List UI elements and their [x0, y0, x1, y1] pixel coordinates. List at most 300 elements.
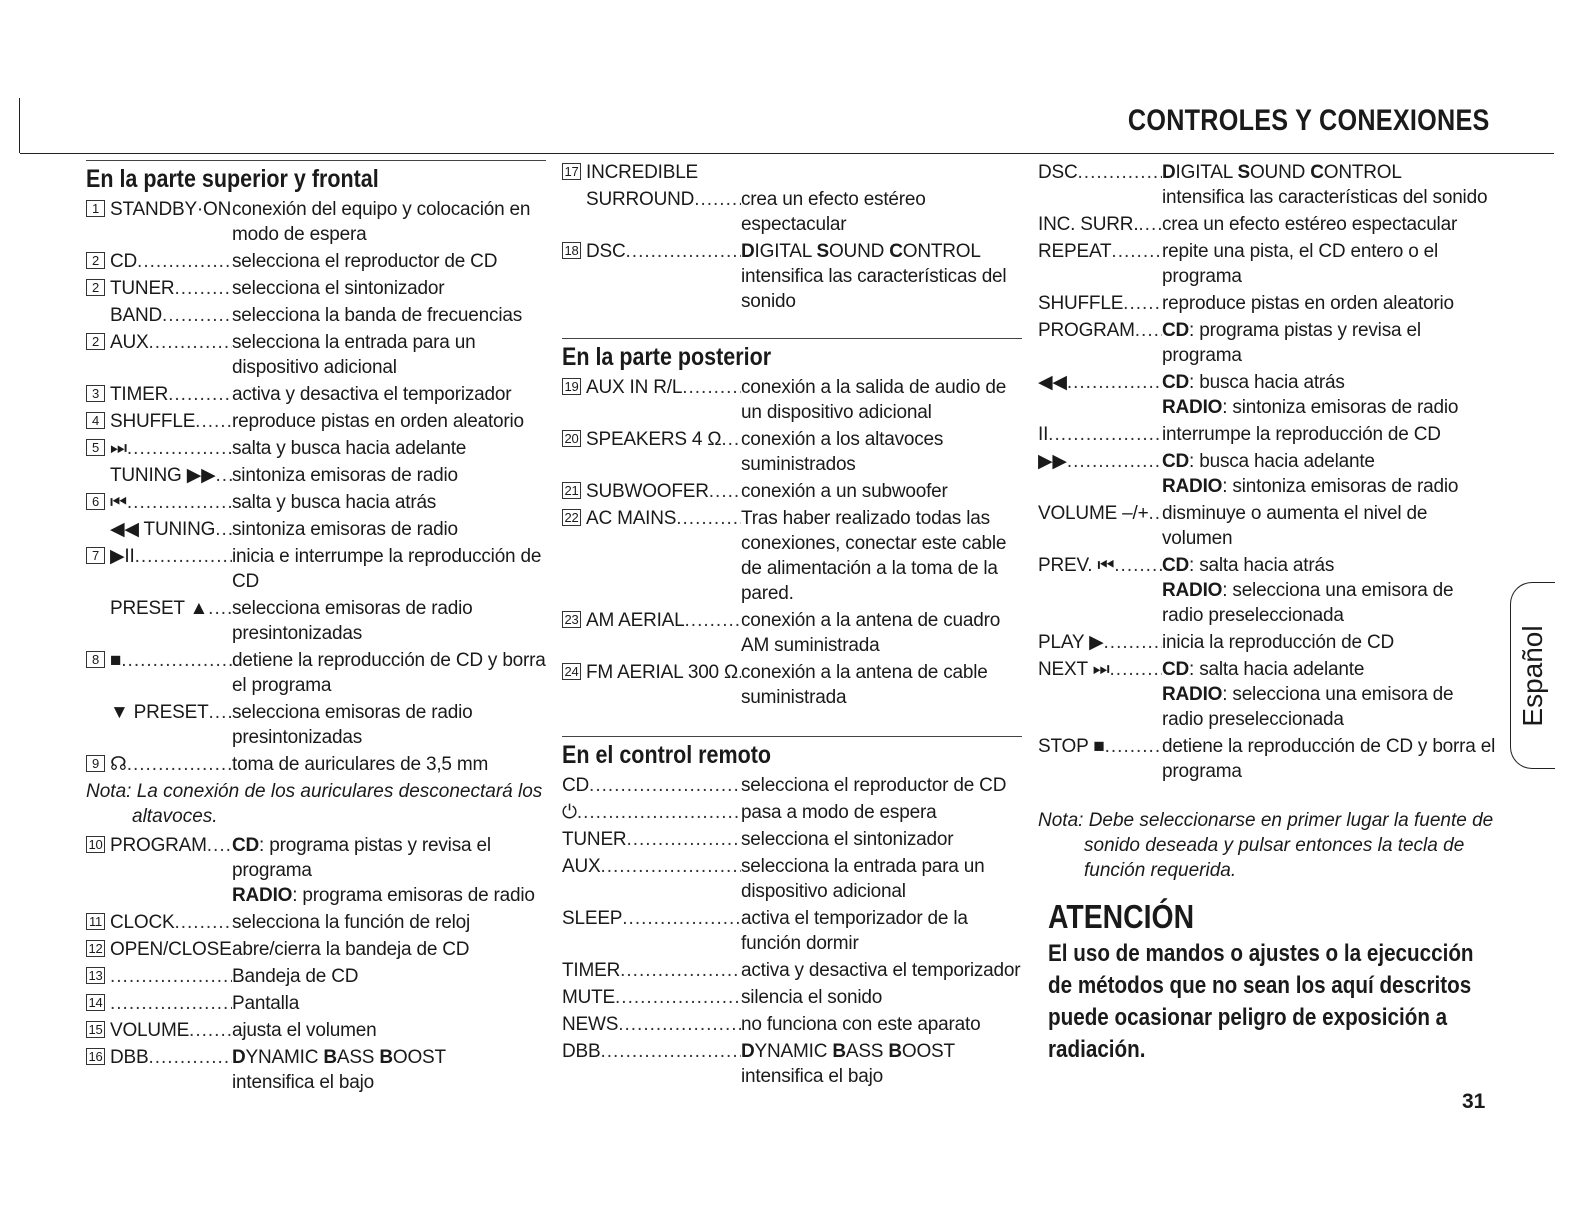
entry-key	[1038, 734, 1162, 784]
rear-list	[562, 375, 1022, 710]
entry-key	[86, 517, 232, 542]
control-entry	[86, 249, 546, 274]
entry-label	[562, 827, 626, 852]
entry-label	[562, 958, 620, 983]
entry-description	[1162, 449, 1498, 499]
entry-description	[232, 833, 546, 908]
entry-description: selecciona el sintonizador	[232, 278, 445, 299]
control-entry-heading	[562, 160, 1022, 185]
entry-key-text: VOLUME	[110, 1020, 190, 1041]
control-entry	[562, 827, 1022, 852]
entry-label	[1038, 734, 1105, 784]
leader-dots	[626, 827, 741, 852]
entry-description: salta y busca hacia adelante	[232, 438, 467, 459]
entry-description: abre/cierra la bandeja de CD	[232, 939, 470, 960]
entry-description: reproduce pistas en orden aleatorio	[232, 411, 524, 432]
control-entry	[86, 700, 546, 750]
language-tab	[1510, 582, 1555, 769]
entry-key	[562, 427, 741, 477]
text-run: : busca hacia atrás	[1189, 372, 1345, 393]
entry-label	[86, 1018, 189, 1043]
entry-label	[86, 490, 127, 515]
entry-description: selecciona el reproductor de CD	[741, 775, 1007, 796]
entry-label	[562, 160, 698, 185]
entry-description: conexión a la antena de cuadro AM suministrada	[741, 610, 1001, 656]
control-entry	[1038, 553, 1498, 628]
item-number-badge: 2	[86, 333, 105, 350]
leader-dots	[685, 608, 741, 658]
text-run: YNAMIC	[754, 1041, 833, 1062]
leader-dots	[682, 375, 741, 425]
control-entry	[562, 958, 1022, 983]
entry-key-text: FM AERIAL 300 Ω	[586, 662, 739, 683]
entry-key-text: MUTE	[562, 987, 616, 1008]
bold-term: CD	[1162, 320, 1190, 341]
entry-key-text: CD	[110, 251, 138, 272]
language-label: Español	[1517, 624, 1548, 727]
entry-description: sintoniza emisoras de radio	[232, 465, 458, 486]
entry-description: activa el temporizador de la función dormir	[741, 908, 968, 954]
entry-label	[562, 506, 676, 606]
leader-dots	[709, 479, 741, 504]
leader-dots	[694, 187, 741, 237]
control-entry	[86, 409, 546, 434]
control-entry	[86, 330, 546, 380]
entry-label	[562, 375, 682, 425]
entry-description	[1162, 553, 1498, 628]
item-number-badge: 20	[562, 430, 581, 447]
leader-dots	[721, 427, 741, 477]
entry-label	[1038, 501, 1148, 551]
control-entry	[86, 490, 546, 515]
entry-key-text: ▶▶	[1038, 451, 1067, 472]
control-entry	[562, 1039, 1022, 1089]
entry-description	[1162, 318, 1498, 368]
entry-label	[562, 773, 589, 798]
entry-key	[562, 187, 741, 237]
entry-key	[562, 1012, 741, 1037]
text-run: OUND	[1249, 162, 1311, 183]
control-entry	[562, 608, 1022, 658]
entry-description: selecciona la entrada para un dispositivo adicional	[232, 332, 476, 378]
control-entry	[562, 660, 1022, 710]
leader-dots	[127, 490, 232, 515]
entry-key-text: SHUFFLE	[1038, 293, 1124, 314]
section-rule	[562, 338, 1022, 339]
header-rule	[20, 153, 1554, 154]
entry-key-text: PREV. ⏮	[1038, 555, 1115, 576]
leader-dots	[676, 506, 741, 606]
text-run: : salta hacia adelante	[1189, 659, 1365, 680]
entry-label	[562, 608, 685, 658]
entry-description	[1162, 657, 1498, 732]
item-number-badge: 1	[86, 200, 105, 217]
leader-dots	[162, 303, 232, 328]
entry-key-text: REPEAT	[1038, 241, 1112, 262]
entry-key-text: AUX	[562, 856, 601, 877]
entry-key-text: INCREDIBLE	[586, 162, 699, 183]
entry-description-line	[1162, 578, 1498, 628]
entry-description: crea un efecto estéreo espectacular	[1162, 214, 1458, 235]
entry-key-text: NEXT ⏭	[1038, 659, 1110, 680]
entry-key	[86, 330, 232, 380]
remote-list-continued	[1038, 160, 1498, 784]
leader-dots	[216, 463, 232, 488]
control-entry	[86, 910, 546, 935]
bold-term: CD	[1162, 555, 1190, 576]
entry-description: Bandeja de CD	[232, 966, 359, 987]
entry-description: inicia e interrumpe la reproducción de CD	[232, 546, 542, 592]
entry-description: detiene la reproducción de CD y borra el programa	[1162, 736, 1496, 782]
entry-label	[86, 833, 207, 908]
entry-key	[86, 303, 232, 328]
entry-key-text: AUX IN R/L	[586, 377, 683, 398]
entry-key-text: ⏮	[110, 492, 127, 513]
item-number-badge: 9	[86, 755, 105, 772]
bold-term: CD	[232, 835, 260, 856]
leader-dots	[620, 958, 741, 983]
column-top-front	[86, 160, 546, 1097]
entry-key	[562, 906, 741, 956]
entry-label	[86, 303, 162, 328]
leader-dots	[1123, 291, 1162, 316]
entry-key-text: CLOCK	[110, 912, 175, 933]
entry-key	[86, 910, 232, 935]
entry-key-text: ☊	[110, 754, 127, 775]
control-entry	[1038, 630, 1498, 655]
entry-description: sintoniza emisoras de radio	[232, 519, 458, 540]
entry-key	[1038, 630, 1162, 655]
control-entry	[86, 436, 546, 461]
item-number-badge: 3	[86, 385, 105, 402]
entry-label	[562, 1039, 600, 1089]
item-number-badge: 19	[562, 378, 581, 395]
control-entry	[86, 463, 546, 488]
entry-description-line: intensifica el bajo	[741, 1066, 883, 1087]
leader-dots	[1067, 370, 1162, 420]
item-number-badge: 8	[86, 651, 105, 668]
leader-dots	[209, 700, 232, 750]
control-entry	[562, 506, 1022, 606]
entry-label	[86, 544, 135, 594]
control-entry	[86, 752, 546, 777]
entry-description-line	[232, 1045, 546, 1070]
entry-key-text: STOP ■	[1038, 736, 1105, 757]
section-title-top-front: En la parte superior y frontal	[86, 165, 379, 193]
entry-description	[741, 1039, 1022, 1089]
entry-label	[562, 1012, 618, 1037]
item-number-badge: 11	[86, 913, 105, 930]
entry-label	[1038, 318, 1135, 368]
leader-dots	[121, 648, 232, 698]
entry-description	[1162, 370, 1498, 420]
column-remote-continued	[1038, 160, 1498, 887]
entry-key	[86, 648, 232, 698]
text-run: IGITAL	[1175, 162, 1238, 183]
entry-key-text: SPEAKERS 4 Ω	[586, 429, 722, 450]
entry-label	[1038, 630, 1104, 655]
entry-key	[86, 700, 232, 750]
entry-label	[562, 187, 694, 237]
entry-description: repite una pista, el CD entero o el programa	[1162, 241, 1439, 287]
section-title-remote: En el control remoto	[562, 741, 772, 769]
text-run: ONTROL	[1323, 162, 1402, 183]
entry-key	[86, 752, 232, 777]
leader-dots	[1067, 449, 1162, 499]
entry-key-text: BAND	[110, 305, 162, 326]
entry-label	[1038, 370, 1067, 420]
entry-description: crea un efecto estéreo espectacular	[741, 189, 926, 235]
entry-key-text: ◀◀	[1038, 372, 1067, 393]
entry-key	[86, 436, 232, 461]
entry-key-text: SUBWOOFER	[586, 481, 709, 502]
entry-label	[1038, 212, 1138, 237]
text-run: : salta hacia atrás	[1189, 555, 1335, 576]
bold-initial: D	[741, 1041, 755, 1062]
entry-label	[86, 937, 232, 962]
entry-label	[1038, 239, 1111, 289]
control-entry	[86, 648, 546, 698]
entry-key-text: ▶II	[110, 546, 135, 567]
entry-label	[86, 436, 127, 461]
entry-key	[86, 937, 232, 962]
leader-dots	[195, 409, 232, 434]
leader-dots	[626, 239, 741, 314]
entry-key	[562, 958, 741, 983]
entry-description-line	[232, 883, 546, 908]
entry-key-text: ◀◀ TUNING	[110, 519, 216, 540]
leader-dots	[1138, 212, 1162, 237]
leader-dots	[127, 752, 232, 777]
leader-dots	[615, 985, 741, 1010]
control-entry	[562, 800, 1022, 825]
entry-description: selecciona emisoras de radio presintonizadas	[232, 598, 473, 644]
leader-dots	[110, 991, 232, 1016]
entry-key	[1038, 291, 1162, 316]
entry-key-text: NEWS	[562, 1014, 619, 1035]
entry-key-text: ■	[110, 650, 122, 671]
headphones-note: Nota: La conexión de los auriculares desconectará los altavoces.	[86, 781, 543, 827]
entry-label	[86, 382, 168, 407]
entry-label	[86, 463, 216, 488]
entry-key-text: SLEEP	[562, 908, 623, 929]
bold-initial: D	[741, 241, 755, 262]
text-run: : selecciona una emisora de radio preseleccionada	[1162, 580, 1454, 626]
control-entry	[86, 833, 546, 908]
bold-initial: C	[1310, 162, 1324, 183]
entry-description: Pantalla	[232, 993, 300, 1014]
text-run: OUND	[828, 241, 890, 262]
entry-key-text: SURROUND	[586, 189, 695, 210]
bold-initial: B	[379, 1047, 393, 1068]
text-run: OOST	[392, 1047, 446, 1068]
entry-description: selecciona el sintonizador	[741, 829, 954, 850]
entry-label	[86, 752, 127, 777]
entry-key	[1038, 449, 1162, 499]
entry-key-text: PROGRAM	[1038, 320, 1135, 341]
entry-label	[86, 517, 215, 542]
leader-dots	[1114, 553, 1162, 628]
entry-key-text: TUNER	[110, 278, 175, 299]
leader-dots	[1048, 422, 1162, 447]
entry-key-text: DBB	[110, 1047, 149, 1068]
entry-key	[86, 197, 232, 247]
control-entry	[86, 937, 546, 962]
item-number-badge: 2	[86, 252, 105, 269]
top-front-list	[86, 197, 546, 777]
control-entry	[86, 991, 546, 1016]
entry-label	[1038, 160, 1078, 210]
warning-body: El uso de mandos o ajustes o la ejecucción de métodos que no sean los aquí descritos puede ocasionar peligro de exposición a radiación.	[1048, 940, 1474, 1063]
entry-label	[562, 906, 622, 956]
entry-key-text: INC. SURR.	[1038, 214, 1139, 235]
item-number-badge: 7	[86, 547, 105, 564]
entry-label	[86, 991, 110, 1016]
entry-label	[86, 197, 231, 247]
entry-description	[1162, 160, 1498, 210]
entry-key-text: DSC	[1038, 162, 1078, 183]
control-entry	[1038, 212, 1498, 237]
leader-dots	[1135, 318, 1162, 368]
entry-description-line	[741, 1039, 1022, 1064]
entry-key	[1038, 422, 1162, 447]
entry-description: no funciona con este aparato	[741, 1014, 981, 1035]
entry-key	[562, 854, 741, 904]
leader-dots	[1078, 160, 1162, 210]
text-run: : busca hacia adelante	[1189, 451, 1375, 472]
leader-dots	[137, 249, 232, 274]
bold-term: RADIO	[1162, 476, 1223, 497]
control-entry	[562, 479, 1022, 504]
leader-dots	[168, 382, 232, 407]
control-entry	[1038, 422, 1498, 447]
entry-key-text: DBB	[562, 1041, 601, 1062]
entry-description-line	[1162, 474, 1498, 499]
entry-description: selecciona la entrada para un dispositivo adicional	[741, 856, 985, 902]
entry-key	[562, 660, 741, 710]
entry-label	[562, 660, 738, 710]
entry-label	[1038, 449, 1067, 499]
bold-term: RADIO	[232, 885, 293, 906]
leader-dots	[127, 436, 232, 461]
entry-description-line	[1162, 318, 1498, 368]
text-run: ASS	[336, 1047, 380, 1068]
entry-key-text: OPEN/CLOSE	[110, 939, 232, 960]
entry-description-line	[1162, 395, 1498, 420]
entry-label	[86, 910, 174, 935]
entry-key	[86, 409, 232, 434]
leader-dots	[207, 833, 232, 908]
page-number: 31	[1462, 1090, 1486, 1113]
text-run: : programa pistas y revisa el programa	[232, 835, 491, 881]
entry-key	[562, 375, 741, 425]
control-entry	[1038, 501, 1498, 551]
control-entry	[562, 239, 1022, 314]
entry-key	[86, 1045, 232, 1095]
entry-label	[86, 964, 110, 989]
entry-description: selecciona el reproductor de CD	[232, 251, 498, 272]
control-entry	[86, 303, 546, 328]
leader-dots	[600, 1039, 741, 1089]
bold-initial: C	[889, 241, 903, 262]
entry-description: toma de auriculares de 3,5 mm	[232, 754, 489, 775]
leader-dots	[577, 800, 741, 825]
control-entry	[86, 517, 546, 542]
entry-label	[1038, 553, 1114, 628]
entry-key	[86, 382, 232, 407]
control-entry	[1038, 160, 1498, 210]
entry-description: silencia el sonido	[741, 987, 883, 1008]
leader-dots	[589, 773, 741, 798]
entry-key-text: TIMER	[562, 960, 621, 981]
text-run: IGITAL	[754, 241, 817, 262]
entry-label	[86, 330, 148, 380]
leader-dots	[1110, 657, 1162, 732]
entry-label	[562, 239, 626, 314]
control-entry	[562, 427, 1022, 477]
entry-description: inicia la reproducción de CD	[1162, 632, 1395, 653]
item-number-badge: 16	[86, 1048, 105, 1065]
item-number-badge: 15	[86, 1021, 105, 1038]
section-title-rear: En la parte posterior	[562, 343, 772, 371]
leader-dots	[618, 1012, 741, 1037]
entry-description: pasa a modo de espera	[741, 802, 937, 823]
entry-key	[1038, 501, 1162, 551]
leader-dots	[148, 330, 232, 380]
item-number-badge: 6	[86, 493, 105, 510]
bold-term: CD	[1162, 372, 1190, 393]
entry-key	[562, 608, 741, 658]
entry-description	[232, 1045, 546, 1095]
entry-key	[1038, 553, 1162, 628]
remote-list	[562, 773, 1022, 1089]
text-run: ASS	[845, 1041, 889, 1062]
item-number-badge: 21	[562, 482, 581, 499]
control-entry	[86, 544, 546, 594]
bold-term: RADIO	[1162, 397, 1223, 418]
bold-initial: D	[232, 1047, 246, 1068]
entry-description-line	[1162, 370, 1498, 395]
leader-dots	[174, 276, 232, 301]
entry-key	[86, 249, 232, 274]
item-number-badge: 4	[86, 412, 105, 429]
bold-initial: D	[1162, 162, 1176, 183]
entry-key-text: ▼ PRESET	[110, 702, 209, 723]
text-run: : selecciona una emisora de radio preseleccionada	[1162, 684, 1454, 730]
section-rule	[562, 736, 1022, 737]
bold-initial: S	[816, 241, 829, 262]
entry-key	[562, 1039, 741, 1089]
entry-key	[562, 479, 741, 504]
control-entry	[562, 854, 1022, 904]
entry-label	[562, 985, 615, 1010]
warning-title: ATENCIÓN	[1048, 898, 1195, 935]
entry-description-line	[1162, 160, 1498, 185]
entry-label	[1038, 291, 1123, 316]
entry-description: activa y desactiva el temporizador	[232, 384, 512, 405]
entry-description: reproduce pistas en orden aleatorio	[1162, 293, 1454, 314]
entry-key	[1038, 318, 1162, 368]
control-entry	[1038, 239, 1498, 289]
entry-key	[562, 985, 741, 1010]
item-number-badge: 14	[86, 994, 105, 1011]
entry-description-line	[741, 239, 1022, 264]
item-number-badge: 24	[562, 663, 581, 680]
entry-key	[86, 991, 232, 1016]
bold-initial: B	[832, 1041, 846, 1062]
entry-label	[86, 1045, 148, 1095]
column-rear-remote	[562, 160, 1022, 1091]
